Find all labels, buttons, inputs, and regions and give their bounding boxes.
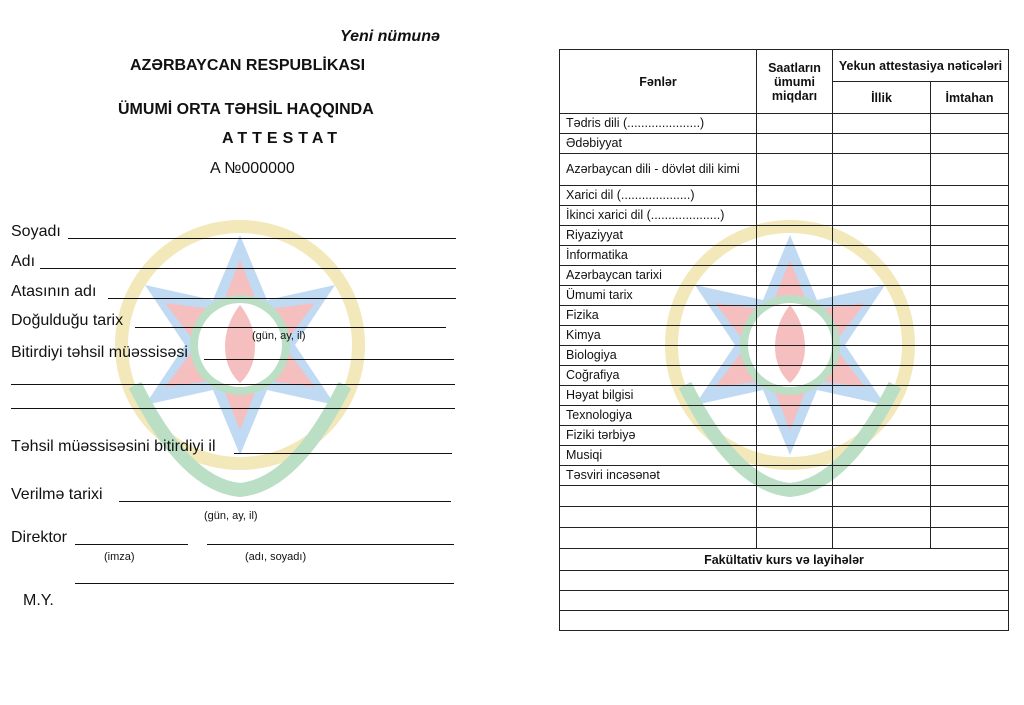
- table-row: [560, 486, 1009, 507]
- name-label: Adı: [11, 253, 36, 270]
- table-row: [560, 446, 1009, 466]
- institution-label: Bitirdiyi təhsil müəssisəsi: [11, 344, 188, 361]
- seal-label: M.Y.: [23, 592, 54, 609]
- table-row: [560, 326, 1009, 346]
- surname-line[interactable]: [68, 238, 456, 239]
- table-row: [560, 611, 1009, 631]
- table-row: [560, 226, 1009, 246]
- table-row: [560, 406, 1009, 426]
- table-row: [560, 591, 1009, 611]
- extra-line[interactable]: [75, 583, 454, 584]
- subject-cell: Fiziki tərbiyə: [560, 426, 757, 446]
- subject-cell: Coğrafiya: [560, 366, 757, 386]
- subject-cell: Texnologiya: [560, 406, 757, 426]
- col-hours-header: Saatların ümumi miqdarı: [757, 50, 833, 114]
- institution-line-3[interactable]: [11, 408, 455, 409]
- table-row: [560, 528, 1009, 549]
- graduation-year-label: Təhsil müəssisəsini bitirdiyi il: [11, 438, 216, 455]
- table-row: [560, 206, 1009, 226]
- document-title: ÜMUMİ ORTA TƏHSİL HAQQINDA: [118, 101, 374, 118]
- subject-cell: Ümumi tarix: [560, 286, 757, 306]
- subject-cell: Azərbaycan tarixi: [560, 266, 757, 286]
- subject-cell: İnformatika: [560, 246, 757, 266]
- grades-table: [559, 49, 1009, 631]
- signature-hint: (imza): [104, 551, 135, 563]
- patronymic-line[interactable]: [108, 298, 456, 299]
- issue-date-hint: (gün, ay, il): [204, 510, 258, 522]
- subject-cell: İkinci xarici dil (....................): [560, 206, 757, 226]
- director-label: Direktor: [11, 529, 68, 546]
- issue-date-line[interactable]: [119, 501, 451, 502]
- col-exam-header: İmtahan: [931, 82, 1009, 114]
- subject-cell: Ədəbiyyat: [560, 134, 757, 154]
- subject-cell: Xarici dil (....................): [560, 186, 757, 206]
- document-number: A №000000: [210, 160, 295, 177]
- subject-cell: Fizika: [560, 306, 757, 326]
- issue-date-label: Verilmə tarixi: [11, 486, 103, 503]
- subject-cell: Tədris dili (.....................): [560, 114, 757, 134]
- subject-cell: Riyaziyyat: [560, 226, 757, 246]
- subject-cell: Təsviri incəsənət: [560, 466, 757, 486]
- director-name-line[interactable]: [207, 544, 454, 545]
- birth-date-hint: (gün, ay, il): [252, 330, 306, 342]
- institution-line-2[interactable]: [11, 384, 455, 385]
- republic-heading: AZƏRBAYCAN RESPUBLİKASI: [130, 57, 366, 74]
- table-row: [560, 386, 1009, 406]
- table-row: [560, 266, 1009, 286]
- table-row: [560, 346, 1009, 366]
- subject-cell: Həyat bilgisi: [560, 386, 757, 406]
- name-line[interactable]: [40, 268, 456, 269]
- table-row: [560, 154, 1009, 186]
- table-row: [560, 507, 1009, 528]
- table-row: [560, 366, 1009, 386]
- institution-line-1[interactable]: [204, 359, 454, 360]
- director-name-hint: (adı, soyadı): [245, 551, 307, 563]
- table-row: [560, 114, 1009, 134]
- sample-label: Yeni nümunə: [340, 28, 440, 45]
- birth-date-line[interactable]: [135, 327, 446, 328]
- col-annual-header: İllik: [833, 82, 931, 114]
- subject-cell: Kimya: [560, 326, 757, 346]
- subject-cell: Musiqi: [560, 446, 757, 466]
- table-row: [560, 186, 1009, 206]
- table-row: [560, 286, 1009, 306]
- table-row: [560, 466, 1009, 486]
- table-row: [560, 571, 1009, 591]
- graduation-year-line[interactable]: [234, 453, 452, 454]
- patronymic-label: Atasının adı: [11, 283, 97, 300]
- table-row: [560, 426, 1009, 446]
- attestat-heading: ATTESTAT: [222, 130, 342, 147]
- col-subjects-header: Fənlər: [560, 50, 757, 114]
- table-row: [560, 246, 1009, 266]
- director-signature-line[interactable]: [75, 544, 188, 545]
- table-row: [560, 134, 1009, 154]
- surname-label: Soyadı: [11, 223, 61, 240]
- table-row: [560, 306, 1009, 326]
- optional-courses-heading: Fakültativ kurs və layihələr: [560, 549, 1009, 571]
- birth-date-label: Doğulduğu tarix: [11, 312, 124, 329]
- col-final-header: Yekun attestasiya nəticələri: [833, 50, 1009, 82]
- subject-cell: Azərbaycan dili - dövlət dili kimi: [560, 154, 757, 186]
- subject-cell: Biologiya: [560, 346, 757, 366]
